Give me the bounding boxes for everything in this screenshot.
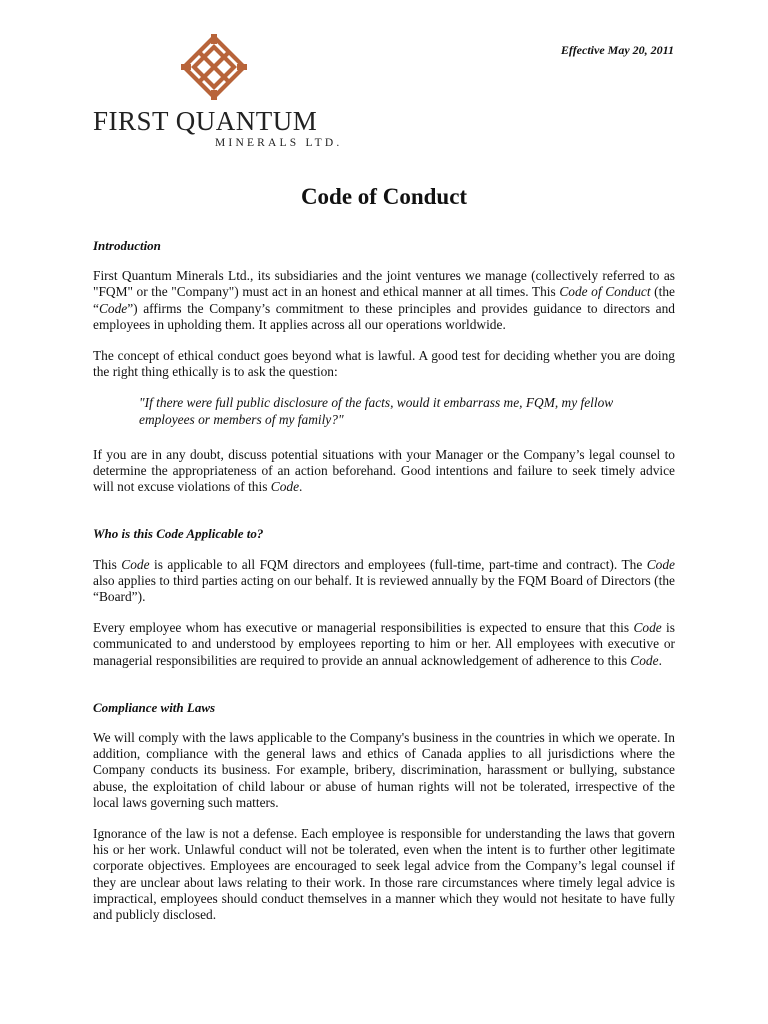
company-logo-icon bbox=[181, 34, 247, 100]
company-name: FIRST QUANTUM bbox=[93, 106, 318, 136]
quote: "If there were full public disclosure of the facts, would it embarrass me, FQM, my fellow employees or members of my family?" bbox=[139, 395, 614, 427]
document-body bbox=[93, 238, 675, 938]
paragraph: The concept of ethical conduct goes beyond what is lawful. A good test for deciding whether you are doing the right thing ethically is to ask the question: bbox=[93, 348, 675, 380]
heading-compliance: Compliance with Laws bbox=[93, 699, 216, 715]
heading-applicable: Who is this Code Applicable to? bbox=[93, 526, 264, 542]
paragraph: Every employee whom has executive or managerial responsibilities is expected to ensure that this Code is communicated to and understood by employees reporting to him or her. All employees with executive or managerial responsibilities are required to provide an annual acknowledgement of adherence to this Code. bbox=[93, 620, 675, 668]
company-logo-text bbox=[93, 106, 353, 150]
company-subtitle: MINERALS LTD. bbox=[215, 137, 343, 149]
paragraph: This Code is applicable to all FQM directors and employees (full-time, part-time and contract). The Code also applies to third parties acting on our behalf. It is reviewed annually by the FQM Board of Directors (the “Board”). bbox=[93, 556, 675, 605]
heading-introduction: Introduction bbox=[93, 238, 161, 253]
effective-date: Effective May 20, 2011 bbox=[560, 43, 674, 57]
paragraph: Ignorance of the law is not a defense. Each employee is responsible for understanding the laws that govern his or her work. Unlawful conduct will not be tolerated, even when the intent is to further other legitimate corporate objectives. Employees are encouraged to seek legal advice from the Company’s legal counsel if they are unclear about laws relating to their work. In those rare circumstances where timely legal advice is impractical, employees should conduct themselves in a manner which they would not hesitate to have fully and publicly disclosed. bbox=[93, 826, 675, 923]
document-title: Code of Conduct bbox=[300, 184, 468, 209]
paragraph: If you are in any doubt, discuss potential situations with your Manager or the Company’s legal counsel to determine the appropriateness of an action beforehand. Good intentions and failure to seek timely advice will not excuse violations of this Code. bbox=[93, 446, 675, 495]
paragraph: We will comply with the laws applicable to the Company's business in the countries in which we operate. In addition, compliance with the general laws and ethics of Canada applies to all jurisdictions where the Company conducts its business. For example, bribery, discrimination, harassment or bullying, substance abuse, the exploitation of child labour or abuse of human rights will not be tolerated, irrespective of the local laws governing such matters. bbox=[93, 730, 675, 810]
paragraph: First Quantum Minerals Ltd., its subsidiaries and the joint ventures we manage (collectively referred to as "FQM" or the "Company") must act in an honest and ethical manner at all times. This Code of Conduct (the “Code”) affirms the Company’s commitment to these principles and provides guidance to directors and employees in upholding them. It applies across all our operations worldwide. bbox=[93, 268, 675, 332]
